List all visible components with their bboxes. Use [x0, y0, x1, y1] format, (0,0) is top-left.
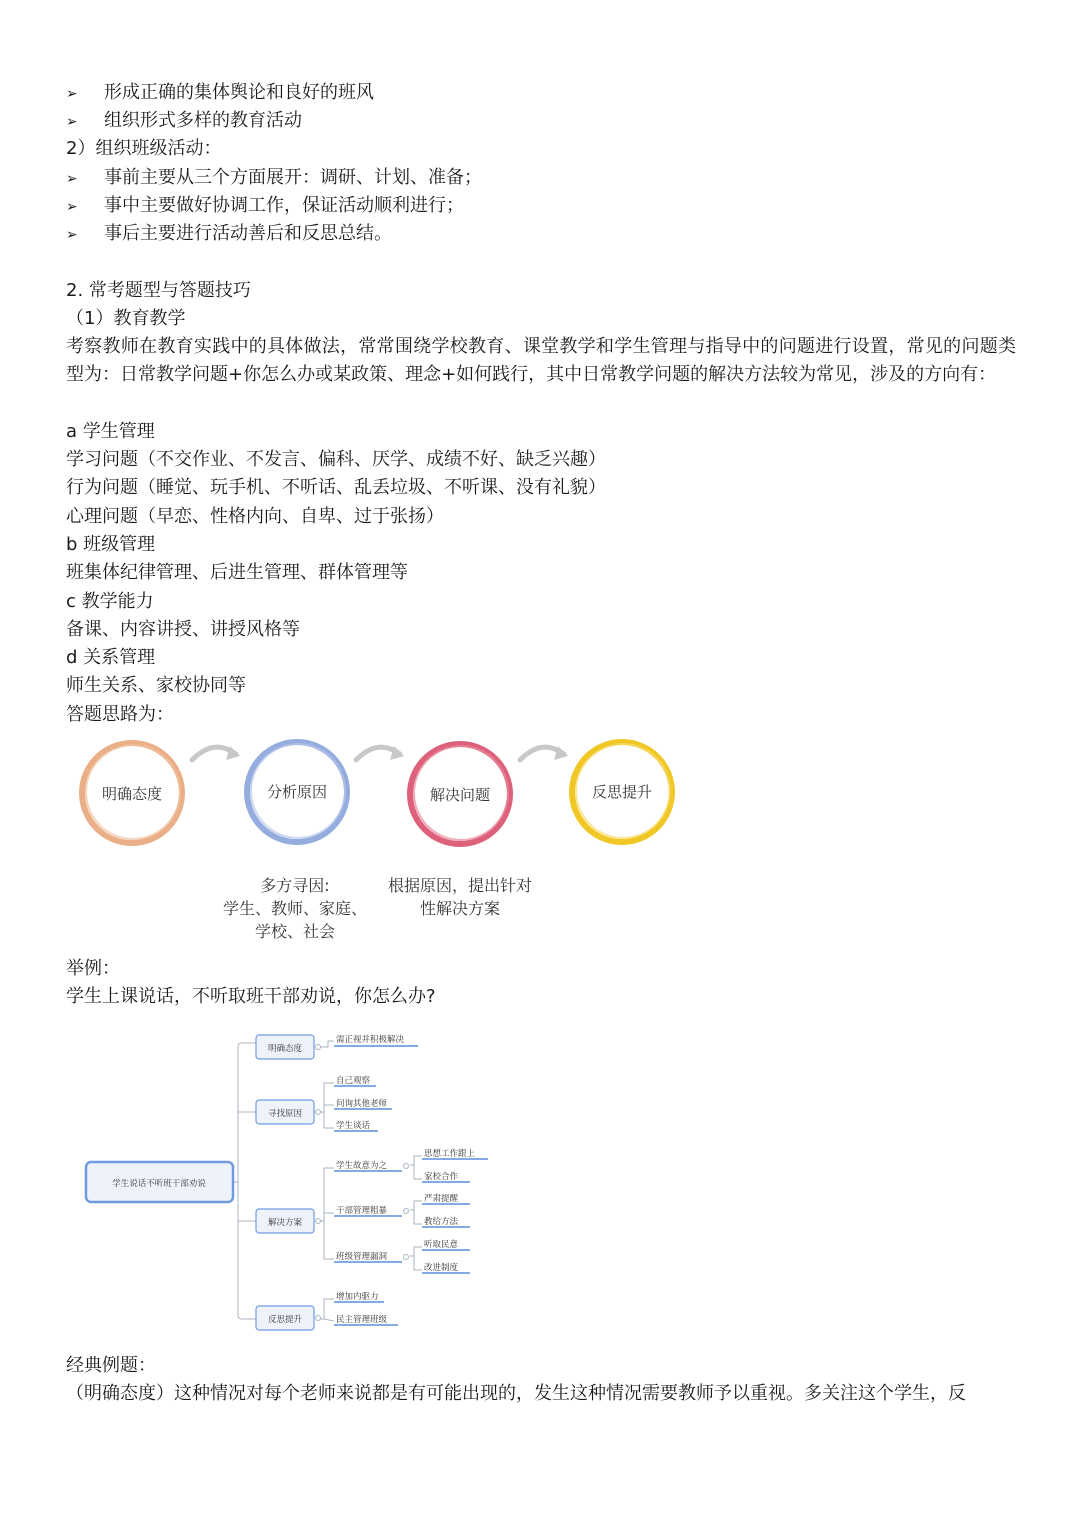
flow-step-label: 反思提升 — [591, 783, 653, 801]
text-line: 行为问题（睡觉、玩手机、不听话、乱丢垃圾、不听课、没有礼貌） — [66, 477, 606, 498]
mindmap-root-node — [86, 1162, 233, 1202]
mindmap-leaf: 教给方法 — [424, 1217, 459, 1227]
mindmap-leaf: 思想工作跟上 — [424, 1149, 476, 1159]
mindmap-leaf: 需正视并积极解决 — [336, 1035, 405, 1045]
svg-text:明确态度: 明确态度 — [267, 1044, 303, 1054]
mindmap-leaf: 问询其他老师 — [336, 1099, 388, 1109]
mindmap-branch-node — [256, 1100, 321, 1124]
svg-text:寻找原因: 寻找原因 — [267, 1109, 303, 1119]
arrow-bullet-icon: ➢ — [66, 86, 78, 102]
intro-paragraph: 考察教师在教育实践中的具体做法，常常围绕学校教育、课堂教学和学生管理与指导中的问题进行设置，常见的问题类型为：日常教学问题+你怎么办或某政策、理念+如何践行，其中日常教学问题的解决方法较为常见，涉及的方向有： — [66, 336, 1016, 386]
mindmap-diagram — [80, 1025, 510, 1335]
flow-step-circle — [410, 744, 510, 844]
mindmap-leaf: 自己观察 — [336, 1076, 371, 1086]
mindmap-leaf: 改进制度 — [424, 1263, 459, 1273]
flow-step-circle — [247, 742, 347, 842]
mindmap-branch-node — [256, 1209, 321, 1233]
text-line: 师生关系、家校协同等 — [66, 675, 246, 696]
mindmap-leaf: 听取民意 — [424, 1240, 459, 1250]
text-line: 学习问题（不交作业、不发言、偏科、厌学、成绩不好、缺乏兴趣） — [66, 449, 606, 470]
mindmap-leaf: 学生谈话 — [336, 1121, 371, 1131]
mindmap-leaf: 家校合作 — [424, 1172, 459, 1182]
mindmap-branch-node — [256, 1035, 321, 1059]
flow-step-label: 明确态度 — [101, 785, 163, 803]
solution-caption: 根据原因，提出针对 性解决方案 — [387, 876, 532, 918]
text-line: 班集体纪律管理、后进生管理、群体管理等 — [66, 562, 408, 583]
arrow-bullet-icon: ➢ — [66, 227, 78, 243]
mindmap-leaf: 干部管理粗暴 — [336, 1206, 388, 1216]
bullet-item: ➢ 事后主要进行活动善后和反思总结。 — [66, 220, 392, 249]
svg-text:解决方案: 解决方案 — [267, 1218, 303, 1228]
mindmap-leaf: 严肃提醒 — [424, 1194, 459, 1204]
arrow-bullet-icon: ➢ — [66, 171, 78, 187]
classic-example-label: 经典例题： — [66, 1355, 156, 1376]
text-line: 心理问题（早恋、性格内向、自卑、过于张扬） — [66, 506, 444, 527]
answer-flow-diagram — [60, 730, 700, 860]
svg-text:反思提升: 反思提升 — [267, 1315, 303, 1325]
bullet-item: ➢ 组织形式多样的教育活动 — [66, 107, 302, 136]
mindmap-branch-node — [256, 1306, 321, 1330]
flow-step-circle — [572, 742, 672, 842]
bullet-item: ➢ 事中主要做好协调工作，保证活动顺利进行； — [66, 192, 464, 221]
bullet-item: ➢ 事前主要从三个方面展开：调研、计划、准备； — [66, 164, 482, 193]
example-label: 举例： — [66, 958, 120, 979]
flow-step-label: 分析原因 — [266, 783, 328, 801]
classic-example-text: （明确态度）这种情况对每个老师来说都是有可能出现的，发生这种情况需要教师予以重视。多关注这个学生，反 — [66, 1383, 966, 1404]
section-title: 2. 常考题型与答题技巧 — [66, 280, 251, 301]
arrow-bullet-icon: ➢ — [66, 114, 78, 130]
bullet-item: ➢ 形成正确的集体舆论和良好的班风 — [66, 79, 374, 108]
org-heading: 2）组织班级活动： — [66, 138, 222, 159]
flow-step-label: 解决问题 — [429, 786, 491, 804]
mindmap-leaf: 班级管理漏洞 — [336, 1252, 388, 1262]
example-question: 学生上课说话，不听取班干部劝说，你怎么办? — [66, 986, 436, 1007]
mindmap-leaf: 民主管理班级 — [336, 1315, 388, 1325]
mindmap-leaf: 学生故意为之 — [336, 1161, 388, 1171]
category-a: a 学生管理 — [66, 421, 155, 442]
category-d: d 关系管理 — [66, 647, 156, 668]
svg-text:学生说话不听班干部劝说: 学生说话不听班干部劝说 — [112, 1179, 206, 1189]
category-b: b 班级管理 — [66, 534, 156, 555]
sub-title: （1）教育教学 — [66, 308, 186, 329]
text-line: 备课、内容讲授、讲授风格等 — [66, 619, 300, 640]
mindmap-leaf: 增加内驱力 — [336, 1292, 379, 1302]
flow-step-circle — [82, 743, 182, 843]
arrow-bullet-icon: ➢ — [66, 199, 78, 215]
answer-approach-label: 答题思路为： — [66, 704, 174, 725]
category-c: c 教学能力 — [66, 591, 154, 612]
reason-caption: 多方寻因: 学生、教师、家庭、 学校、社会 — [222, 876, 367, 941]
